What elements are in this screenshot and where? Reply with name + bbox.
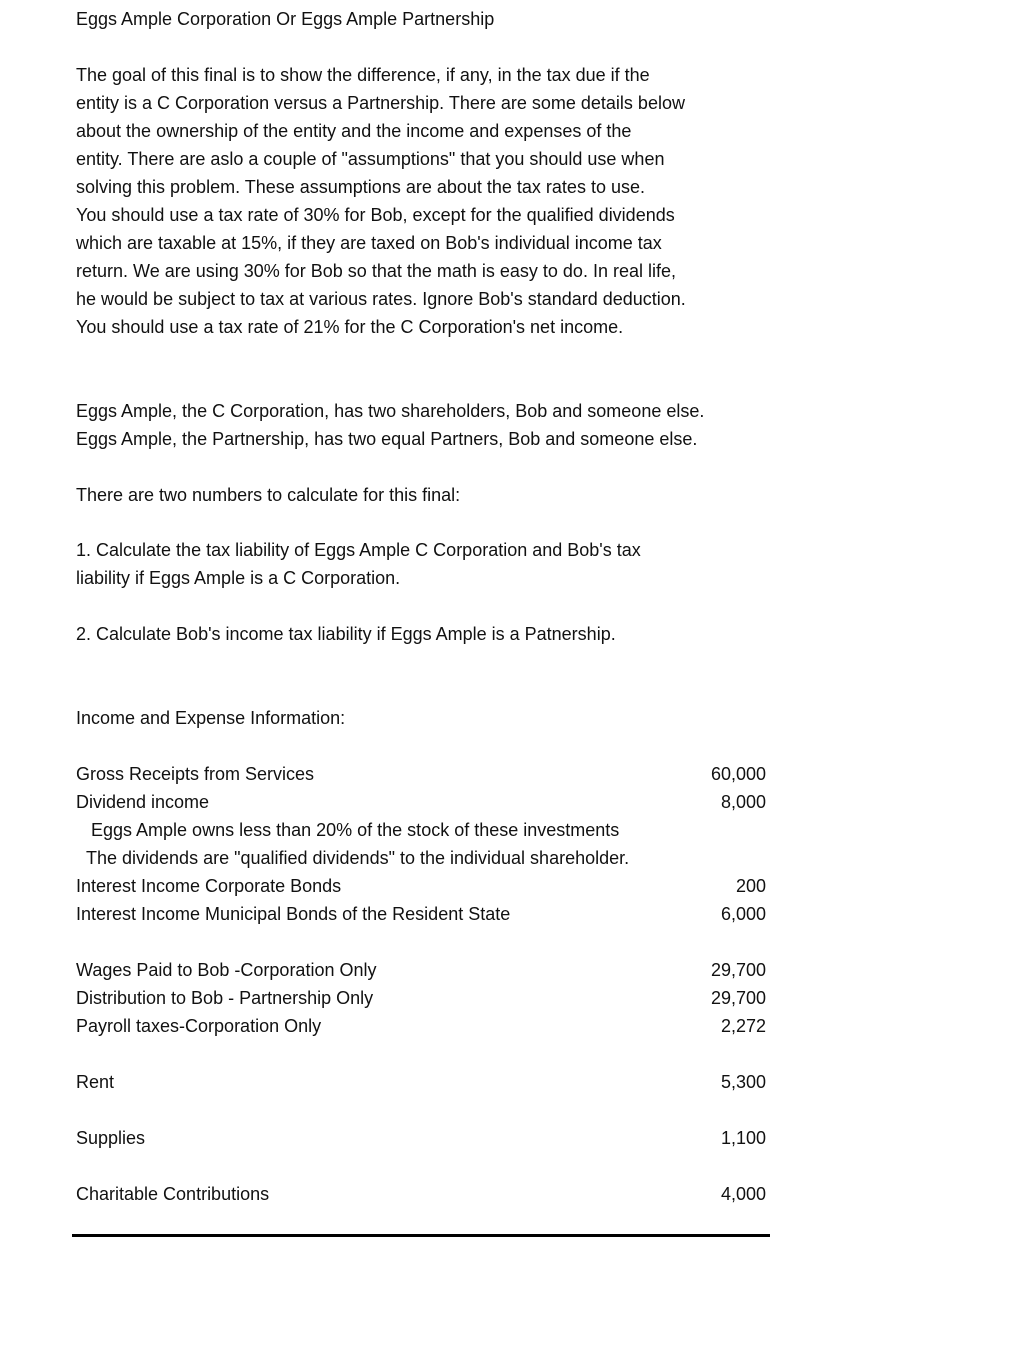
item-amount: 29,700	[710, 988, 766, 1008]
item-label: Interest Income Municipal Bonds of the Resident State	[76, 904, 511, 924]
intro-line: which are taxable at 15%, if they are taxed on Bob's individual income tax	[76, 233, 662, 253]
intro-line: about the ownership of the entity and the income and expenses of the	[76, 121, 632, 141]
item-label: Rent	[76, 1072, 115, 1092]
item-label: Gross Receipts from Services	[76, 764, 315, 784]
calc-intro: There are two numbers to calculate for this final:	[76, 485, 461, 505]
intro-line: You should use a tax rate of 30% for Bob, except for the qualified dividends	[76, 205, 675, 225]
item-label: Charitable Contributions	[76, 1184, 270, 1204]
ownership-line: Eggs Ample, the Partnership, has two equal Partners, Bob and someone else.	[76, 429, 698, 449]
intro-line: entity. There are aslo a couple of "assumptions" that you should use when	[76, 149, 665, 169]
dividend-note: Eggs Ample owns less than 20% of the stock of these investments	[91, 820, 620, 840]
item-label: Dividend income	[76, 792, 210, 812]
intro-line: The goal of this final is to show the difference, if any, in the tax due if the	[76, 65, 650, 85]
dividend-note: The dividends are "qualified dividends" to the individual shareholder.	[86, 848, 630, 868]
item-amount: 60,000	[710, 764, 766, 784]
item-amount: 4,000	[720, 1184, 766, 1204]
intro-line: he would be subject to tax at various rates. Ignore Bob's standard deduction.	[76, 289, 686, 309]
document-title: Eggs Ample Corporation Or Eggs Ample Partnership	[76, 9, 495, 29]
bottom-rule	[72, 1234, 770, 1237]
section-heading: Income and Expense Information:	[76, 708, 346, 728]
item-label: Payroll taxes-Corporation Only	[76, 1016, 322, 1036]
item-amount: 1,100	[720, 1128, 766, 1148]
item-amount: 29,700	[710, 960, 766, 980]
task-1-line: liability if Eggs Ample is a C Corporation.	[76, 568, 401, 588]
item-amount: 5,300	[720, 1072, 766, 1092]
item-amount: 8,000	[720, 792, 766, 812]
item-amount: 2,272	[720, 1016, 766, 1036]
intro-line: return. We are using 30% for Bob so that the math is easy to do. In real life,	[76, 261, 676, 281]
item-label: Distribution to Bob - Partnership Only	[76, 988, 374, 1008]
intro-line: entity is a C Corporation versus a Partnership. There are some details below	[76, 93, 685, 113]
ownership-line: Eggs Ample, the C Corporation, has two shareholders, Bob and someone else.	[76, 401, 705, 421]
item-label: Wages Paid to Bob -Corporation Only	[76, 960, 377, 980]
task-2: 2. Calculate Bob's income tax liability if Eggs Ample is a Patnership.	[76, 624, 616, 644]
item-amount: 6,000	[720, 904, 766, 924]
intro-line: You should use a tax rate of 21% for the C Corporation's net income.	[76, 317, 624, 337]
item-label: Interest Income Corporate Bonds	[76, 876, 342, 896]
intro-line: solving this problem. These assumptions are about the tax rates to use.	[76, 177, 645, 197]
task-1-line: 1. Calculate the tax liability of Eggs Ample C Corporation and Bob's tax	[76, 540, 641, 560]
item-amount: 200	[735, 876, 766, 896]
item-label: Supplies	[76, 1128, 146, 1148]
